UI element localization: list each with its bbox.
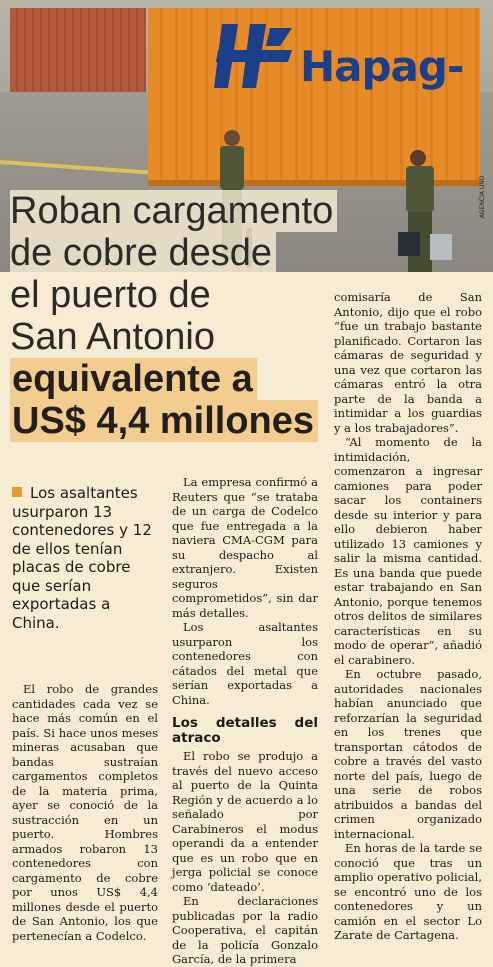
article-column-1 bbox=[12, 682, 158, 943]
lead-text: Los asaltantes usurparon 13 contenedores y 12 de ellos tenían placas de cobre que serían exportadas a China. bbox=[12, 484, 152, 632]
police-officer-right bbox=[398, 148, 454, 272]
article-column-2 bbox=[172, 475, 318, 967]
headline-line: de cobre desde bbox=[10, 232, 337, 274]
body-paragraph: La empresa confirmó a Reuters que “se trataba de un carga de Codelco que fue entregada a la naviera CMA-CGM para su despacho al extranjero. Existen seguros comprometidos”, sin dar más detalles. bbox=[172, 475, 318, 620]
section-subheading: Los detalles del atraco bbox=[172, 715, 318, 746]
headline-line: el puerto de bbox=[10, 274, 337, 316]
body-paragraph: En horas de la tarde se conoció que tras un amplio operativo policial, se encontró uno de los contenedores y un camión en el sector Lo Zarate de Cartagena. bbox=[334, 841, 482, 942]
container-brand-text: Hapag- bbox=[300, 42, 464, 91]
headline bbox=[10, 190, 337, 442]
headline-highlight-line: equivalente a bbox=[10, 358, 337, 400]
hapag-lloyd-logo-icon bbox=[214, 24, 292, 88]
bullet-square-icon bbox=[12, 487, 22, 497]
body-paragraph: El robo de grandes cantidades cada vez se hace más común en el país. Si hace unos meses mineras acusaban que bandas sustraían cargamentos completos de la materia prima, ayer se conoció de la sustracción en un puerto. Hombres armados robaron 13 contenedores con cargamento de cobre por unos US$ 4,4 millones desde el puerto de San Antonio, los que pertenecían a Codelco. bbox=[12, 682, 158, 943]
lead-summary bbox=[12, 484, 158, 632]
body-paragraph: comisaría de San Antonio, dijo que el robo “fue un trabajo bastante planificado. Cortaron las cámaras de seguridad y una vez que cortaron las cámaras entró la otra parte de la banda a intimidar a los guardias y a los trabajadores”. bbox=[334, 290, 482, 435]
body-paragraph: En octubre pasado, autoridades nacionales habían anunciado que reforzarían la seguridad en los trenes que transportan cátodos de cobre a través del vasto norte del país, luego de una serie de robos atribuidos a bandas del crimen organizado internacional. bbox=[334, 667, 482, 841]
body-paragraph: “Al momento de la intimidación, comenzaron a ingresar camiones para poder sacar los containers desde su interior y para ello debieron haber utilizado 13 camiones y salir la misma cantidad. Es una banda que puede estar trabajando en San Antonio, porque tenemos otros delitos de similares características en su modo de operar”, añadió el carabinero. bbox=[334, 435, 482, 667]
headline-line: San Antonio bbox=[10, 316, 337, 358]
photo-credit: AGENCIA UNO bbox=[479, 175, 486, 218]
body-paragraph: Los asaltantes usurparon los contenedores con cátados del metal que serían exportadas a China. bbox=[172, 620, 318, 707]
headline-line: Roban cargamento bbox=[10, 190, 337, 232]
article-column-3 bbox=[334, 290, 482, 943]
body-paragraph: En declaraciones publicadas por la radio Cooperativa, el capitán de la policía Gonzalo García, de la primera bbox=[172, 894, 318, 966]
body-paragraph: El robo se produjo a través del nuevo acceso al puerto de la Quinta Región y de acuerdo a lo señalado por Carabineros el modus operandi da a entender que es un robo que en jerga policial se conoce como ‘dateado’. bbox=[172, 749, 318, 894]
headline-highlight-line: US$ 4,4 millones bbox=[10, 400, 337, 442]
red-shipping-container bbox=[10, 8, 146, 100]
